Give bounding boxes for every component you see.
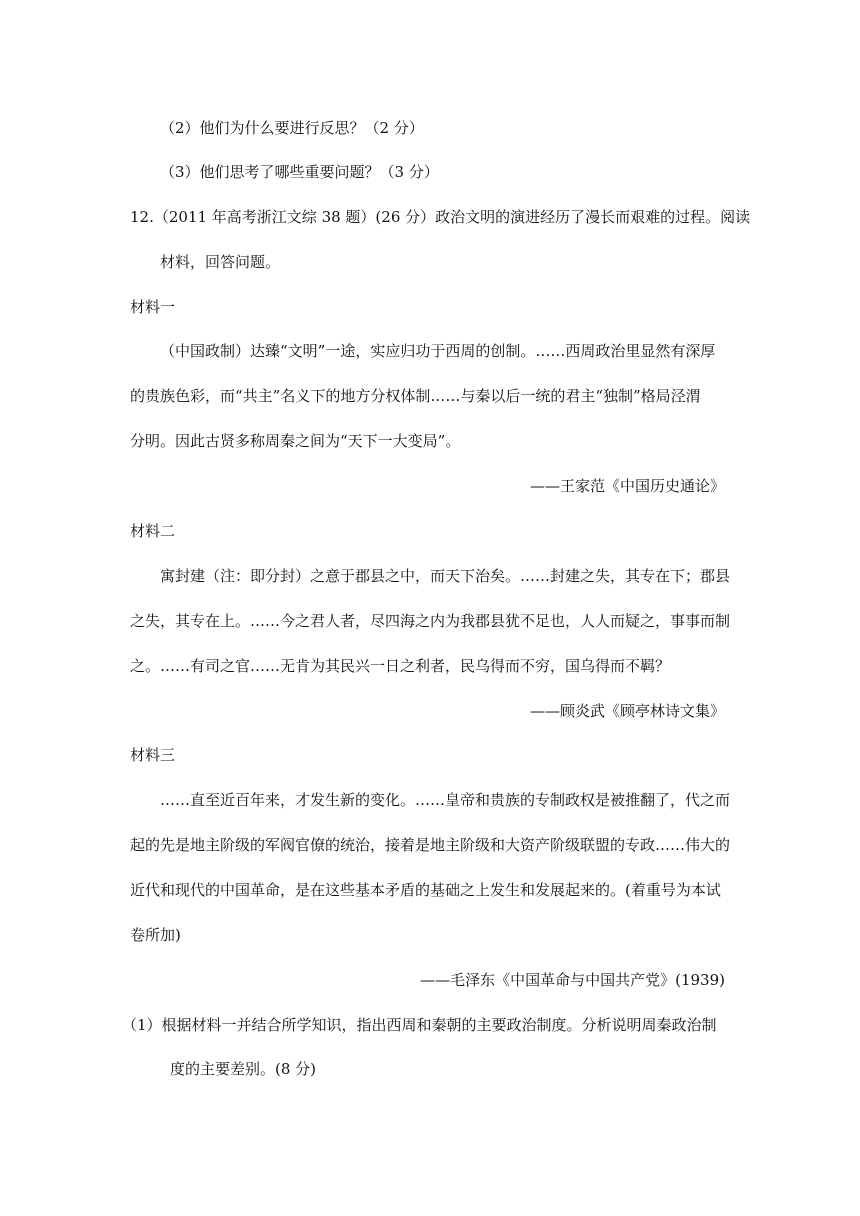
material-2-paragraph-line-3: 之。……有司之官……无肯为其民兴一日之利者，民乌得而不穷，国乌得而不羁？ <box>130 657 671 675</box>
question-12-line-2: 材料，回答问题。 <box>160 253 281 271</box>
material-3-paragraph-line-1: ……直至近百年来，才发生新的变化。……皇帝和贵族的专制政权是被推翻了，代之而 <box>160 791 731 809</box>
material-2-paragraph-line-1: 寓封建（注：即分封）之意于郡县之中，而天下治矣。……封建之失，其专在下；郡县 <box>160 567 731 585</box>
question-3: （3）他们思考了哪些重要问题？（3 分） <box>160 163 439 181</box>
material-2-source: ——顾炎武《顾亭林诗文集》 <box>529 702 725 720</box>
material-3-source: ——毛泽东《中国革命与中国共产党》(1939) <box>420 971 725 989</box>
material-1-source: ——王家范《中国历史通论》 <box>529 477 725 495</box>
material-3-paragraph-line-3: 近代和现代的中国革命，是在这些基本矛盾的基础之上发生和发展起来的。(着重号为本试 <box>130 881 721 899</box>
question-12-line-1: 12.（2011 年高考浙江文综 38 题）(26 分）政治文明的演进经历了漫长而艰难的过程。阅读 <box>130 208 751 226</box>
sub-question-1-line-2: 度的主要差别。(8 分) <box>170 1060 317 1078</box>
material-3-paragraph-line-4: 卷所加) <box>130 926 181 944</box>
material-1-title: 材料一 <box>130 298 176 316</box>
material-3-title: 材料三 <box>130 746 176 764</box>
material-1-paragraph-line-3: 分明。因此古贤多称周秦之间为“天下一大变局”。 <box>130 432 461 450</box>
material-1-paragraph-line-1: （中国政制）达臻“文明”一途，实应归功于西周的创制。……西周政治里显然有深厚 <box>160 342 716 360</box>
material-2-paragraph-line-2: 之失，其专在上。……今之君人者，尽四海之内为我郡县犹不足也，人人而疑之，事事而制 <box>130 612 731 630</box>
question-2: （2）他们为什么要进行反思？（2 分） <box>160 119 424 137</box>
material-1-paragraph-line-2: 的贵族色彩，而“共主”名义下的地方分权体制……与秦以后一统的君主“独制”格局泾渭 <box>130 387 701 405</box>
sub-question-1-line-1: （1）根据材料一并结合所学知识，指出西周和秦朝的主要政治制度。分析说明周秦政治制 <box>122 1016 717 1034</box>
material-3-paragraph-line-2: 起的先是地主阶级的军阀官僚的统治，接着是地主阶级和大资产阶级联盟的专政……伟大的 <box>130 836 731 854</box>
material-2-title: 材料二 <box>130 522 176 540</box>
